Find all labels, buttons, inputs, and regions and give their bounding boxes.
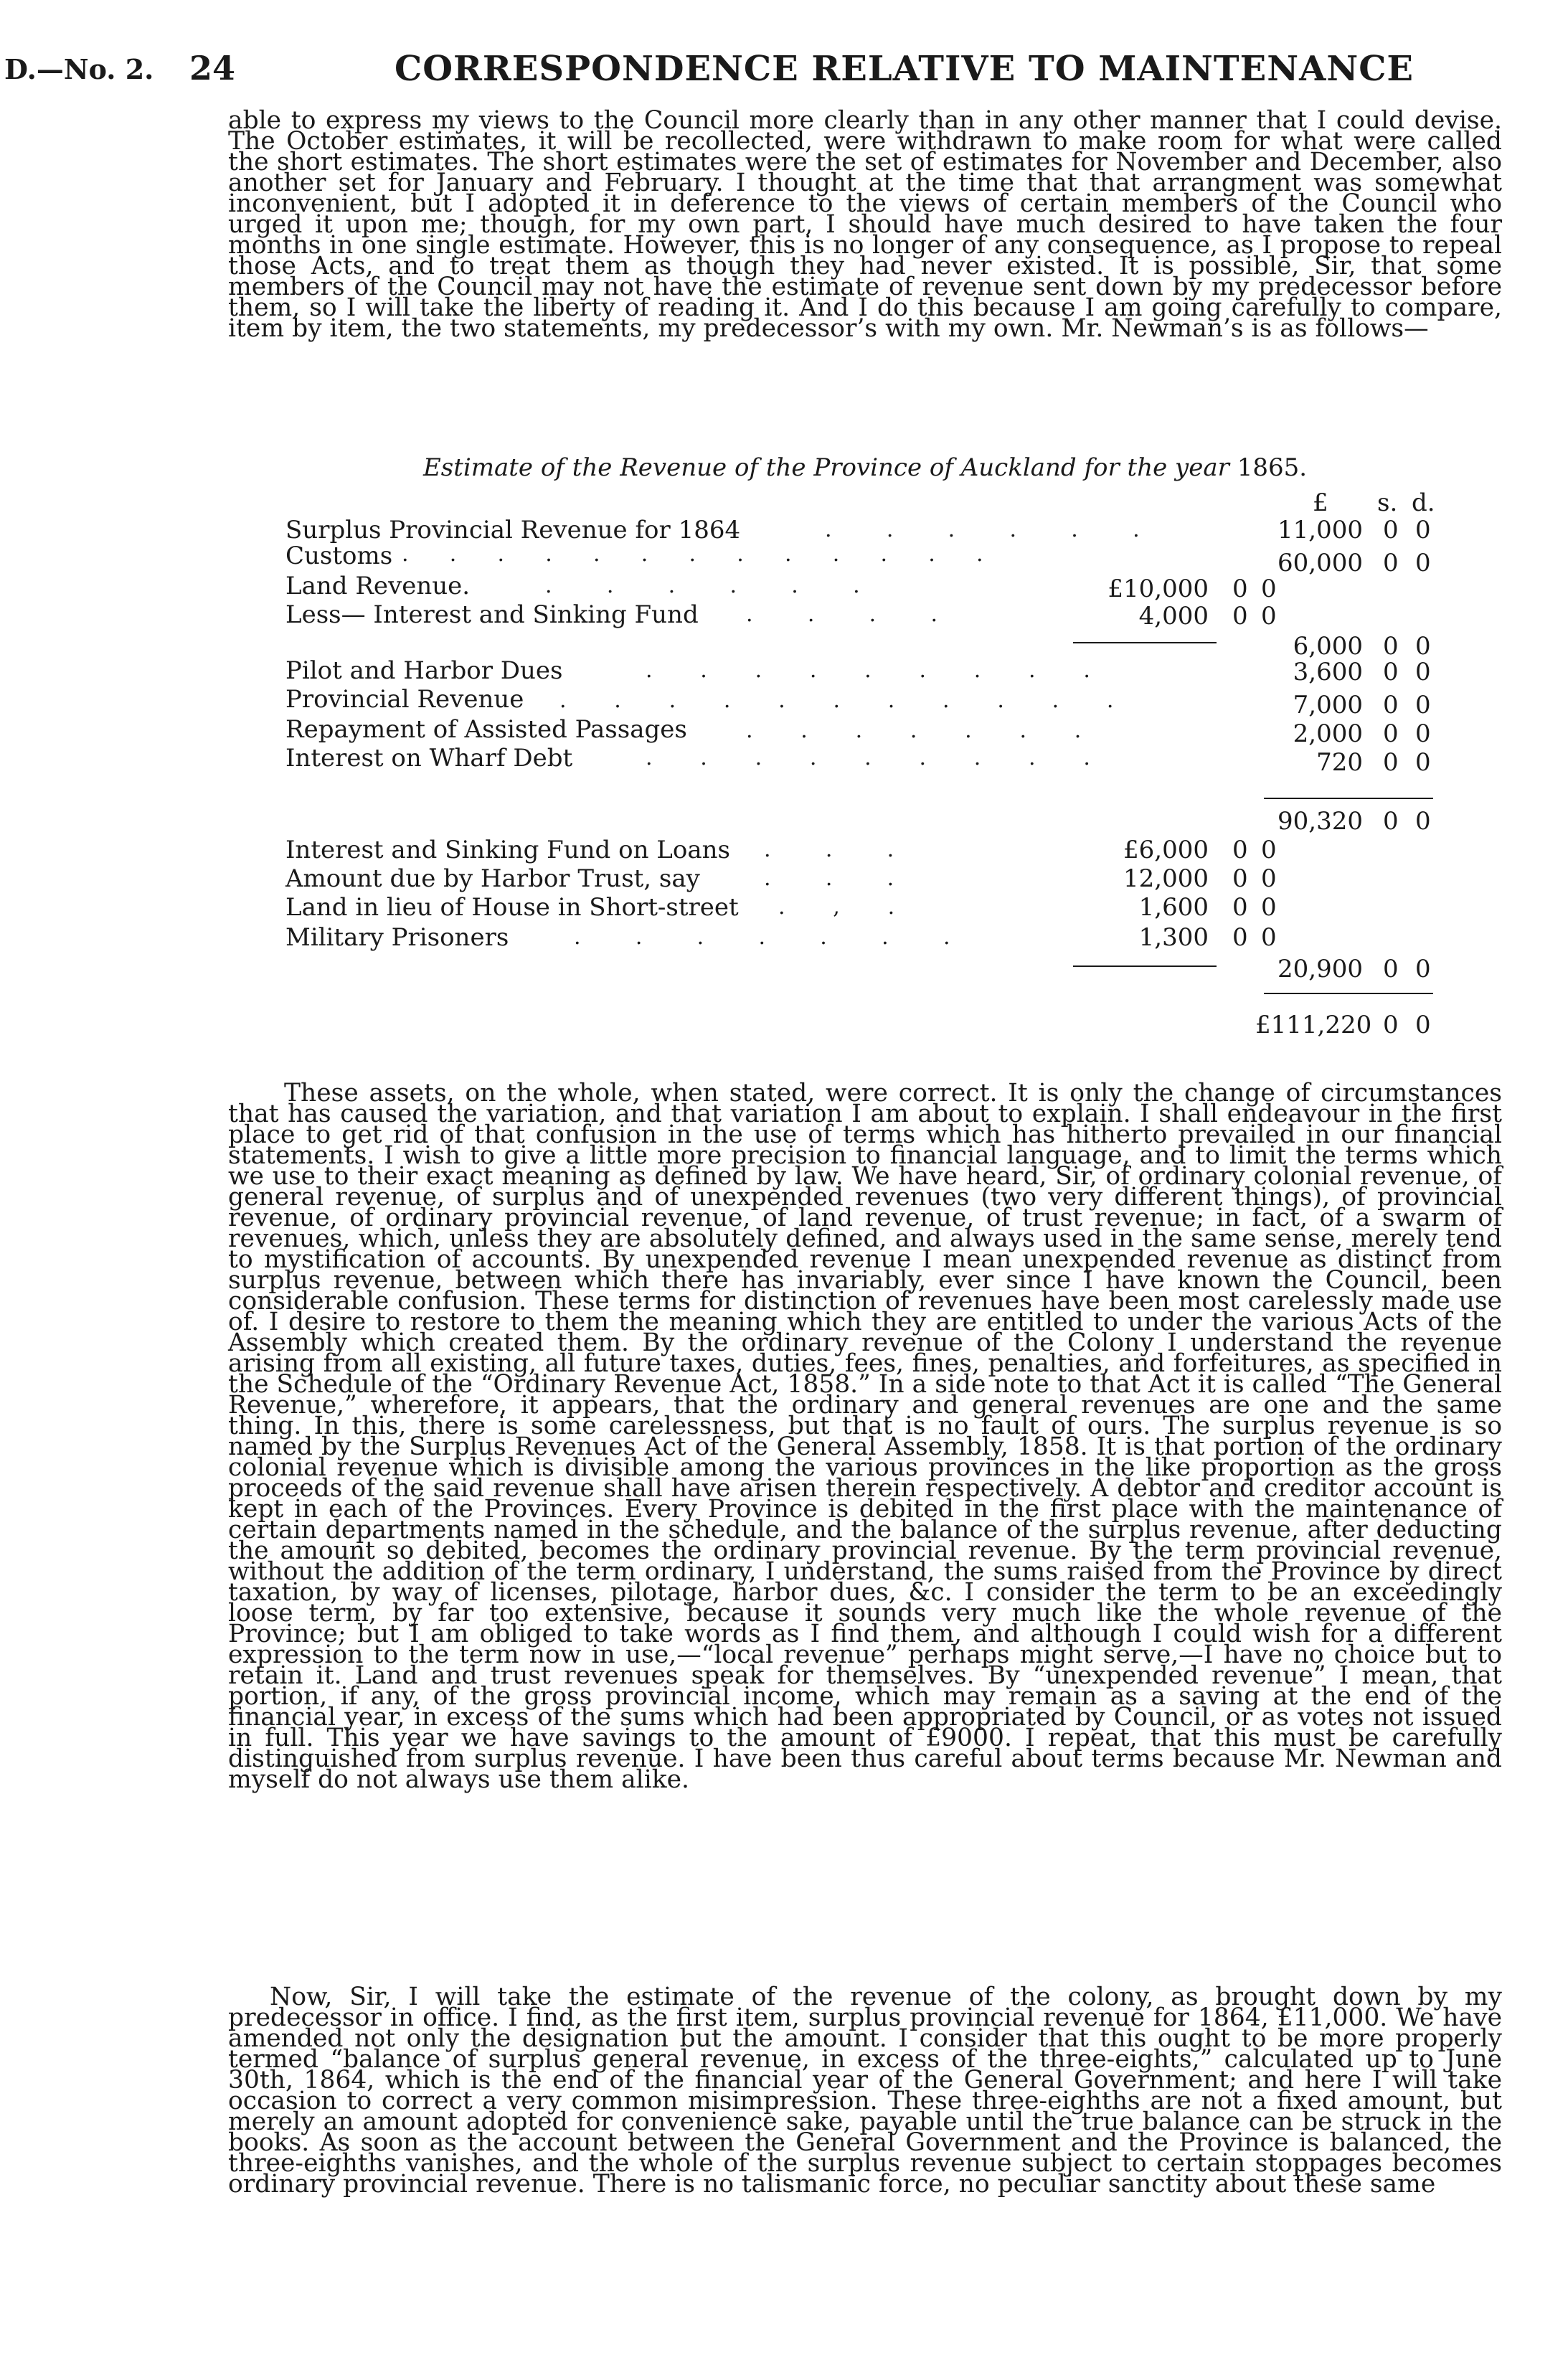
document-code: D.—No. 2. xyxy=(4,53,154,85)
subtotal1-pence: 0 xyxy=(1415,807,1431,836)
row-mid-pence: 0 xyxy=(1261,602,1277,631)
subtotal2-amount: 20,900 xyxy=(1277,955,1363,983)
leader-dots: . . . xyxy=(764,866,894,891)
subtotal1-amount: 90,320 xyxy=(1277,807,1363,836)
row-amount: 60,000 xyxy=(1277,549,1363,577)
col-header-pounds: £ xyxy=(1313,488,1328,517)
rule-line xyxy=(1264,798,1433,799)
leader-dots: . . . . . . . . . . . . . xyxy=(402,542,983,567)
land-net-amount: 6,000 xyxy=(1293,632,1363,661)
row-mid-pence: 0 xyxy=(1261,893,1277,922)
rule-line xyxy=(1073,965,1217,967)
land-net-shillings: 0 xyxy=(1383,632,1399,661)
leader-dots: . . . xyxy=(764,837,894,862)
row-mid-pence: 0 xyxy=(1261,923,1277,952)
rule-line xyxy=(1073,642,1217,643)
row-label: Amount due by Harbor Trust, say xyxy=(285,864,700,893)
leader-dots: . . . . . . . . . xyxy=(646,745,1090,770)
row-label: Surplus Provincial Revenue for 1864 xyxy=(285,516,741,544)
row-amount: 11,000 xyxy=(1277,516,1363,544)
estimate-year: 1865. xyxy=(1237,453,1308,482)
row-pence: 0 xyxy=(1415,658,1431,686)
row-shillings: 0 xyxy=(1383,658,1399,686)
subtotal1-shillings: 0 xyxy=(1383,807,1399,836)
row-shillings: 0 xyxy=(1383,549,1399,577)
page-title: CORRESPONDENCE RELATIVE TO MAINTENANCE xyxy=(395,49,1414,89)
row-mid-shillings: 0 xyxy=(1232,893,1248,922)
row-mid-pence: 0 xyxy=(1261,575,1277,603)
row-mid-amount: 4,000 xyxy=(1138,602,1209,631)
row-mid-amount: 1,300 xyxy=(1138,923,1209,952)
row-label: Interest and Sinking Fund on Loans xyxy=(285,836,730,864)
estimate-caption-text: Estimate of the Revenue of the Province of Auckland for the year xyxy=(422,453,1229,482)
page-number: 24 xyxy=(189,49,236,88)
row-mid-pence: 0 xyxy=(1261,836,1277,864)
row-label: Land Revenue. xyxy=(285,572,471,600)
row-mid-shillings: 0 xyxy=(1232,575,1248,603)
running-header xyxy=(0,49,1568,92)
row-label: Military Prisoners xyxy=(285,923,509,952)
row-label: Provincial Revenue xyxy=(285,685,524,714)
row-mid-amount: 12,000 xyxy=(1123,864,1209,893)
row-amount: 720 xyxy=(1316,748,1363,777)
row-mid-shillings: 0 xyxy=(1232,836,1248,864)
row-pence: 0 xyxy=(1415,549,1431,577)
row-pence: 0 xyxy=(1415,516,1431,544)
leader-dots: . . . . . . . . . xyxy=(646,658,1090,683)
row-shillings: 0 xyxy=(1383,691,1399,719)
row-amount: 3,600 xyxy=(1293,658,1363,686)
row-amount: 2,000 xyxy=(1293,719,1363,748)
row-pence: 0 xyxy=(1415,691,1431,719)
row-shillings: 0 xyxy=(1383,719,1399,748)
total-pence: 0 xyxy=(1415,1011,1431,1039)
col-header-pence: d. xyxy=(1412,488,1435,517)
row-pence: 0 xyxy=(1415,719,1431,748)
row-mid-shillings: 0 xyxy=(1232,923,1248,952)
paragraph-estimate-review: Now, Sir, I will take the estimate of the revenue of the colony, as brought down by my predecessor in office. I find, as the first item, surplus provincial revenue for 1864, £11,000. We have amended not only the designation but the amount. I consider that this ought to be more properly termed “balance of surplus general revenue, in excess of the three-eights,” calculated up to June 30th, 1864, which is the end of the financial year of the General Government; and here I will take occasion to correct a very common misimpression. These three-eighths are not a fixed amount, but merely an amount adopted for convenience sake, payable until the true balance can be struck in the books. As soon as the account between the General Government and the Province is balanced, the three-eighths vanishes, and the whole of the surplus revenue subject to certain stoppages becomes ordinary provincial revenue. There is no talismanic force, no peculiar sanctity about these same xyxy=(228,1983,1502,2199)
row-mid-pence: 0 xyxy=(1261,864,1277,893)
row-shillings: 0 xyxy=(1383,748,1399,777)
leader-dots: . . . . xyxy=(746,602,938,627)
row-label: Interest on Wharf Debt xyxy=(285,744,573,773)
row-label: Pilot and Harbor Dues xyxy=(285,656,563,685)
row-label: Less— Interest and Sinking Fund xyxy=(285,600,699,629)
paragraph-terms: These assets, on the whole, when stated, were correct. It is only the change of circumstances that has caused the variation, and that variation I am about to explain. I shall endeavour in the first place to get rid of that confusion in the use of terms which has hitherto prevailed in our financial statements. I wish to give a little more precision to financial language, and to limit the terms which we use to their exact meaning as defined by law. We have heard, Sir, of ordinary colonial revenue, of general revenue, of surplus and of unexpended revenues (two very different things), of provincial revenue, of ordinary provincial revenue, of land revenue, of trust revenue; in fact, of a swarm of revenues, which, unless they are absolutely defined, and always used in the same sense, merely tend to mystification of accounts. By unexpended revenue I mean unexpended revenue as distinct from surplus revenue, between which there has invariably, ever since I have known the Council, been considerable confusion. These terms for distinction of revenues have been most carelessly made use of. I desire to restore to them the meaning which they are entitled to under the various Acts of the Assembly which created them. By the ordinary revenue of the Colony I understand the revenue arising from all existing, all future taxes, duties, fees, fines, penalties, and forfeitures, as specified in the Schedule of the “Ordinary Revenue Act, 1858.” In a side note to that Act it is called “The General Revenue,” wherefore, it appears, that the ordinary and general revenues are one and the same thing. In this, there is some carelessness, but that is no fault of ours. The surplus revenue is so named by the Surplus Revenues Act of the General Assembly, 1858. It is that portion of the ordinary colonial revenue which is divisible among the various provinces in the like proportion as the gross proceeds of the said revenue shall have arisen therein respectively. A debtor and creditor account is kept in each of the Provinces. Every Province is debited in the first place with the maintenance of certain departments named in the schedule, and the balance of the surplus revenue, after deducting the amount so debited, becomes the ordinary provincial revenue. By the term provincial revenue, without the addition of the term ordinary, I understand, the sums raised from the Province by direct taxation, by way of licenses, pilotage, harbor dues, &c. I consider the term to be an exceedingly loose term, by far too extensive, because it sounds very much like the whole revenue of the Province; but I am obliged to take words as I find them, and although I could wish for a different expression to the term now in use,—“local revenue” perhaps might serve,—I have no choice but to retain it. Land and trust revenues speak for themselves. By “unexpended revenue” I mean, that portion, if any, of the gross provincial income, which may remain as a saving at the end of the financial year, in excess of the sums which had been appropriated by Council, or as votes not issued in full. This year we have savings to the amount of £9000. I repeat, that this must be carefully distinguished from surplus revenue. I have been thus careful about terms because Mr. Newman and myself do not always use them alike. xyxy=(228,1079,1502,1794)
leader-dots: . . . . . . . . . . . xyxy=(559,688,1114,713)
col-header-shillings: s. xyxy=(1377,488,1398,517)
subtotal2-shillings: 0 xyxy=(1383,955,1399,983)
row-mid-shillings: 0 xyxy=(1232,602,1248,631)
estimate-caption xyxy=(228,453,1502,482)
row-label: Repayment of Assisted Passages xyxy=(285,715,687,744)
row-pence: 0 xyxy=(1415,748,1431,777)
row-mid-amount: 1,600 xyxy=(1138,893,1209,922)
paragraph-opening: able to express my views to the Council more clearly than in any other manner that I could devise. The October estimates, it will be recollected, were withdrawn to make room for what were called the short estimates. The short estimates were the set of estimates for November and December, also another set for January and February. I thought at the time that that arrangment was somewhat inconvenient, but I adopted it in deference to the views of certain members of the Council who urged it upon me; though, for my own part, I should have much desired to have taken the four months in one single estimate. However, this is no longer of any consequence, as I propose to repeal those Acts, and to treat them as though they had never existed. It is possible, Sir, that some members of the Council may not have the estimate of revenue sent down by my predecessor before them, so I will take the liberty of reading it. And I do this because I am going carefully to compare, item by item, the two statements, my predecessor’s with my own. Mr. Newman’s is as follows— xyxy=(228,106,1502,343)
leader-dots: . . . . . . xyxy=(825,517,1140,542)
leader-dots: . , . xyxy=(778,894,895,920)
row-label: Customs xyxy=(285,542,393,570)
total-shillings: 0 xyxy=(1383,1011,1399,1039)
leader-dots: . . . . . . xyxy=(545,573,860,598)
rule-line xyxy=(1264,993,1433,994)
row-mid-amount: £10,000 xyxy=(1107,575,1209,603)
row-label: Land in lieu of House in Short-street xyxy=(285,893,739,922)
row-mid-amount: £6,000 xyxy=(1123,836,1209,864)
subtotal2-pence: 0 xyxy=(1415,955,1431,983)
row-shillings: 0 xyxy=(1383,516,1399,544)
row-amount: 7,000 xyxy=(1293,691,1363,719)
leader-dots: . . . . . . . xyxy=(746,718,1082,743)
total-amount: £111,220 xyxy=(1255,1011,1372,1039)
land-net-pence: 0 xyxy=(1415,632,1431,661)
row-mid-shillings: 0 xyxy=(1232,864,1248,893)
leader-dots: . . . . . . . xyxy=(574,925,950,950)
